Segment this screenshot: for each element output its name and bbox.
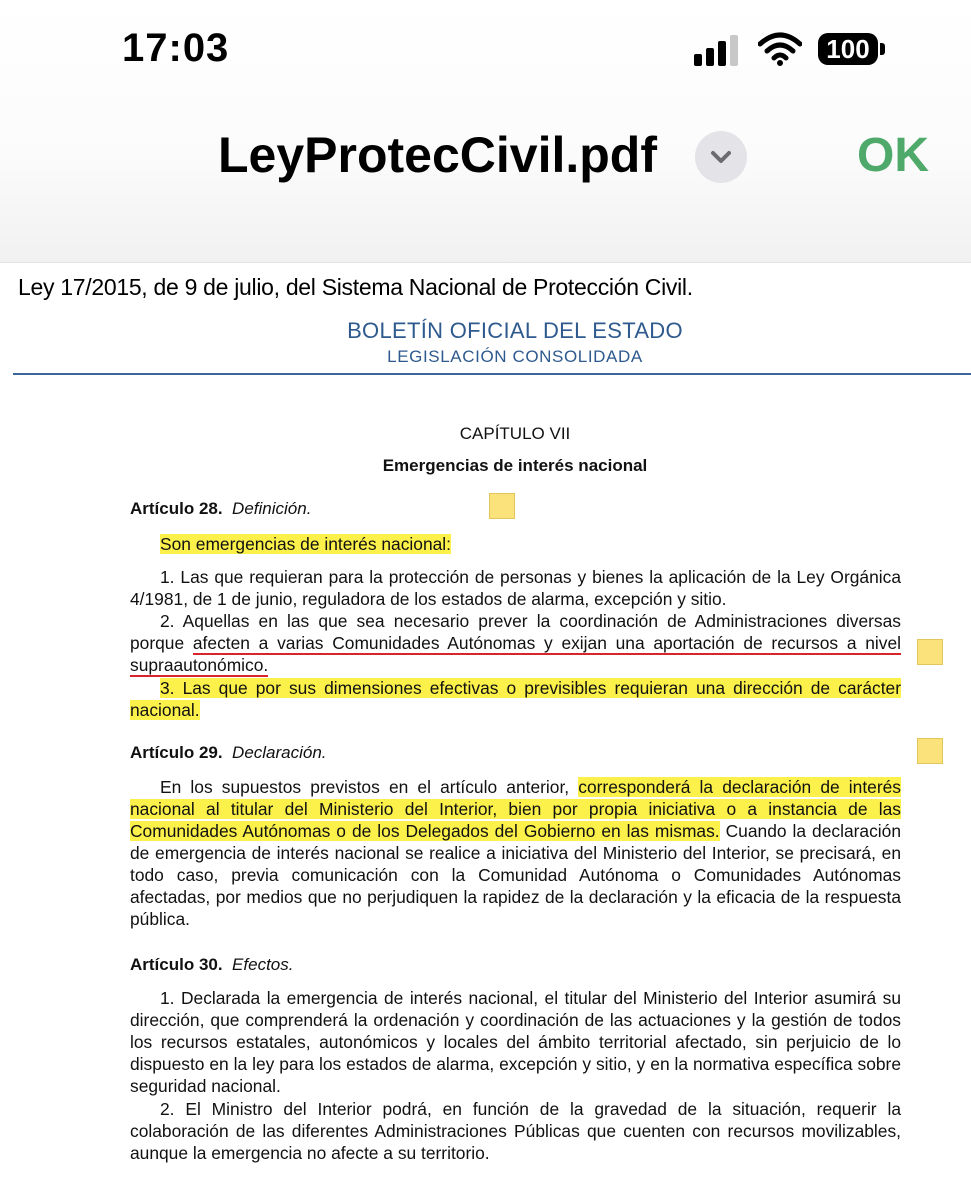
battery-tip xyxy=(880,43,885,55)
chevron-down-icon xyxy=(695,131,747,183)
article-28-intro xyxy=(130,533,901,555)
battery-icon: 100 xyxy=(818,33,878,65)
annotation-note-icon[interactable] xyxy=(917,738,943,764)
article-30-item-2: 2. El Ministro del Interior podrá, en función de la gravedad de la situación, requerir la colaboración de las diferentes Administraciones Públicas que cuenten con recursos movilizables, aunque la emergencia no afecte a su territorio. xyxy=(130,1099,901,1163)
status-time: 17:03 xyxy=(122,26,230,70)
paragraph-text: En los supuestos previstos en el artículo anterior, xyxy=(160,777,579,797)
annotation-note-icon[interactable] xyxy=(917,639,943,665)
article-28-item-2 xyxy=(130,610,901,676)
article-name: Efectos. xyxy=(232,955,294,974)
article-name: Declaración. xyxy=(232,743,327,762)
header-divider xyxy=(13,373,971,375)
article-number: Artículo 30. xyxy=(130,955,223,974)
annotation-note-icon[interactable] xyxy=(489,493,515,519)
article-29-paragraph xyxy=(130,776,901,930)
document-filename[interactable]: LeyProtecCivil.pdf xyxy=(218,127,657,183)
article-28-item-1: 1. Las que requieran para la protección de personas y bienes la aplicación de la Ley Orgánica 4/1981, de 1 de junio, reguladora de los estados de alarma, excepción y sitio. xyxy=(130,567,901,609)
article-29-heading xyxy=(130,743,327,763)
cellular-signal-icon xyxy=(694,34,744,66)
article-28-item-3: 3. Las que por sus dimensiones efectivas o previsibles requieran una dirección de carácter nacional. xyxy=(130,678,901,720)
paragraph-text: Cuando la declaración de emergencia de interés nacional se realice a iniciativa del Ministerio del Interior, se precisará, en todo caso, previa comunicación con la Comunidad Autónoma o Comunidades Autónomas afectadas, por medios que no perjudiquen la rapidez de la declaración y la eficacia de la respuesta pública. xyxy=(130,821,901,929)
highlighted-text: 3. Las que por sus dimensiones efectivas o previsibles requieran una dirección de carácter nacional xyxy=(130,678,901,720)
top-bar xyxy=(0,0,971,263)
chapter-title: Emergencias de interés nacional xyxy=(382,456,648,475)
ok-button[interactable]: OK xyxy=(857,129,929,182)
highlighted-text: Son emergencias de interés nacional: xyxy=(160,534,451,554)
chapter-number: CAPÍTULO VII xyxy=(459,424,571,443)
article-30-item-1: 1. Declarada la emergencia de interés nacional, el titular del Ministerio del Interior asumirá su dirección, que comprenderá la ordenación y coordinación de las actuaciones y la gestión de todos los recursos estatales, autonómicos y locales del ámbito territorial afectado, sin perjuicio de lo dispuesto en la ley para los estados de alarma, excepción y sitio, y en la normativa específica sobre seguridad nacional. xyxy=(130,988,901,1096)
article-number: Artículo 29. xyxy=(130,743,223,762)
article-28-heading xyxy=(130,499,311,519)
wifi-icon xyxy=(758,32,802,66)
underlined-text: afecten a varias Comunidades Autónomas y exijan una aportación de recursos a nivel supraautonómico. xyxy=(130,633,901,675)
item-2-text: 2. Aquellas en las que sea necesario prever la coordinación de Administraciones diversas porque xyxy=(130,611,901,653)
article-30-heading xyxy=(130,955,293,975)
publisher-subtitle: LEGISLACIÓN CONSOLIDADA xyxy=(387,347,643,366)
publisher-title: BOLETÍN OFICIAL DEL ESTADO xyxy=(347,318,683,343)
article-name: Definición. xyxy=(232,499,312,518)
article-number: Artículo 28. xyxy=(130,499,223,518)
title-menu-button[interactable] xyxy=(695,131,747,183)
law-title: Ley 17/2015, de 9 de julio, del Sistema Nacional de Protección Civil. xyxy=(18,274,693,300)
highlighted-text: corresponderá la declaración de interés nacional al titular del Ministerio del Interior, bien por propia iniciativa o a instancia de las Comunidades Autónomas o de los Delegados del Gobierno en las mismas. xyxy=(130,777,901,841)
